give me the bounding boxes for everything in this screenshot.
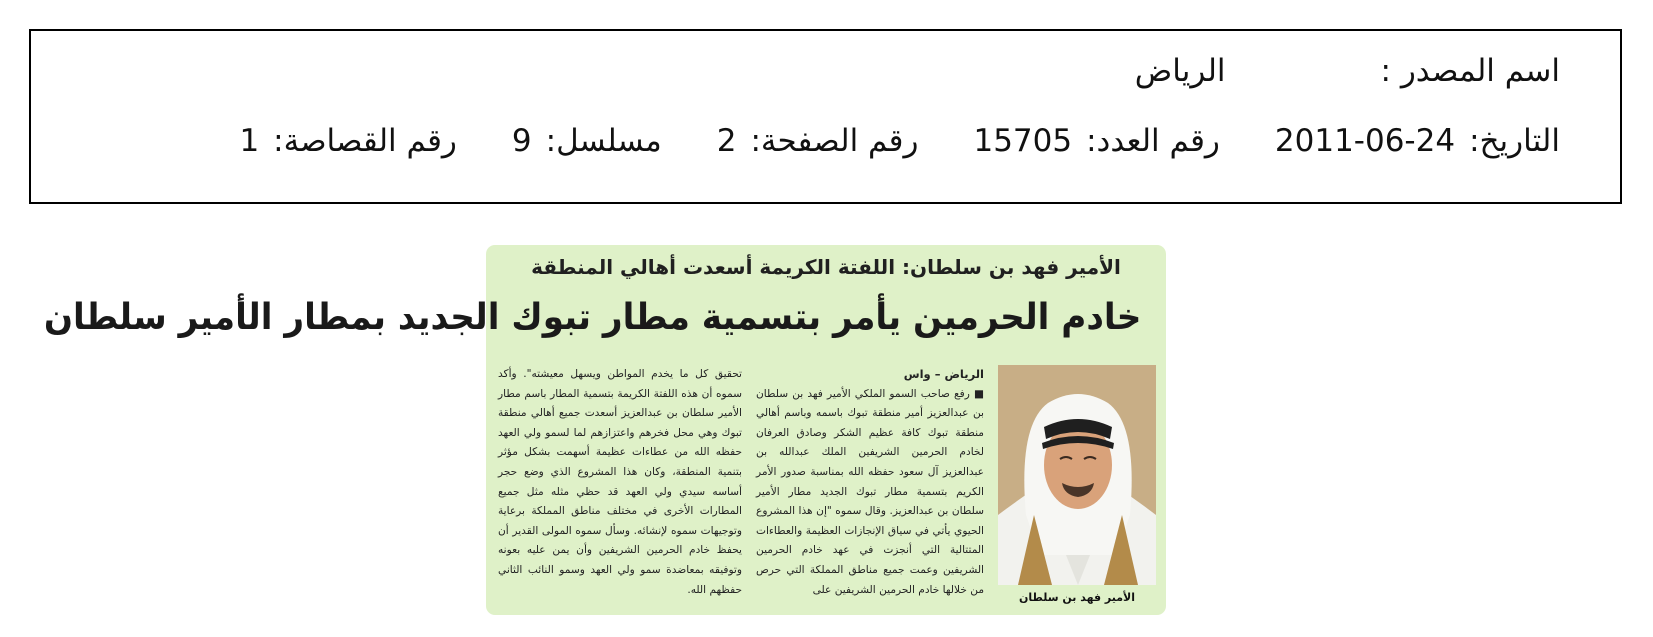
clip-number-value: 1 (239, 123, 260, 159)
page-number-field (717, 123, 919, 159)
clip-number-label: رقم القصاصة: (273, 123, 457, 159)
issue-number-field (973, 123, 1219, 159)
article-dateline: الرياض – واس (903, 367, 984, 381)
source-label: اسم المصدر : (1380, 53, 1560, 89)
article-body-left: تحقيق كل ما يخدم المواطن ويسهل معيشته". وأكد سموه أن هذه اللفتة الكريمة بتسمية المطار باسم مطار الأمير سلطان بن عبدالعزيز أسعدت جميع أهالي منطقة تبوك وهي محل فخرهم واعتزازهم لما لسمو ولي العهد حفظه الله من عطاءات عظيمة أسهمت بشكل مؤثر بتنمية المنطقة، وكان هذا المشروع الذي وضع حجر أساسه سيدي ولي العهد قد حظي مثله مثل جميع المطارات الأخرى في مختلف مناطق المملكة برعاية وتوجيهات سموه لإنشائه. وسأل سموه المولى القدير أن يحفظ خادم الحرمين الشريفين وأن يمن عليه بعونه وتوفيقه بمعاضدة سمو ولي العهد وسمو النائب الثاني حفظهم الله. (498, 368, 742, 596)
issue-number-label: رقم العدد: (1086, 123, 1220, 159)
serial-label: مسلسل: (545, 123, 662, 159)
serial-value: 9 (511, 123, 532, 159)
clipping-metadata-box (29, 29, 1622, 204)
source-row (1135, 53, 1560, 89)
page-number-value: 2 (716, 123, 737, 159)
article-column-left (498, 365, 742, 600)
source-value: الرياض (1134, 53, 1226, 89)
article-body-right: ■ رفع صاحب السمو الملكي الأمير فهد بن سلطان بن عبدالعزيز أمير منطقة تبوك باسمه وباسم أهالي منطقة تبوك كافة عظيم الشكر وصادق العرفان لخادم الحرمين الشريفين الملك عبدالله بن عبدالعزيز آل سعود حفظه الله بمناسبة صدور الأمر الكريم بتسمية مطار تبوك الجديد مطار الأمير سلطان بن عبدالعزيز. وقال سموه "إن هذا المشروع الحيوي يأتي في سياق الإنجازات العظيمة والعطاءات المتتالية التي أنجزت في عهد خادم الحرمين الشريفين وعمت جميع مناطق المملكة التي حرص من خلالها خادم الحرمين الشريفين على (756, 387, 984, 596)
clip-number-field (239, 123, 456, 159)
article-column-right (756, 365, 984, 600)
article-headline: خادم الحرمين يأمر بتسمية مطار تبوك الجديد بمطار الأمير سلطان (43, 297, 1142, 338)
issue-number-value: 15705 (973, 123, 1073, 159)
issue-info-row (239, 123, 1560, 159)
page-number-label: رقم الصفحة: (750, 123, 919, 159)
date-field (1275, 123, 1560, 159)
article-kicker: الأمير فهد بن سلطان: اللفتة الكريمة أسعدت أهالي المنطقة (531, 255, 1121, 279)
newspaper-clipping (43, 245, 1166, 615)
date-label: التاريخ: (1469, 123, 1560, 159)
serial-field (512, 123, 662, 159)
photo-caption: الأمير فهد بن سلطان (1019, 591, 1135, 604)
portrait-photo (998, 365, 1156, 585)
date-value: 2011-06-24 (1274, 123, 1456, 159)
